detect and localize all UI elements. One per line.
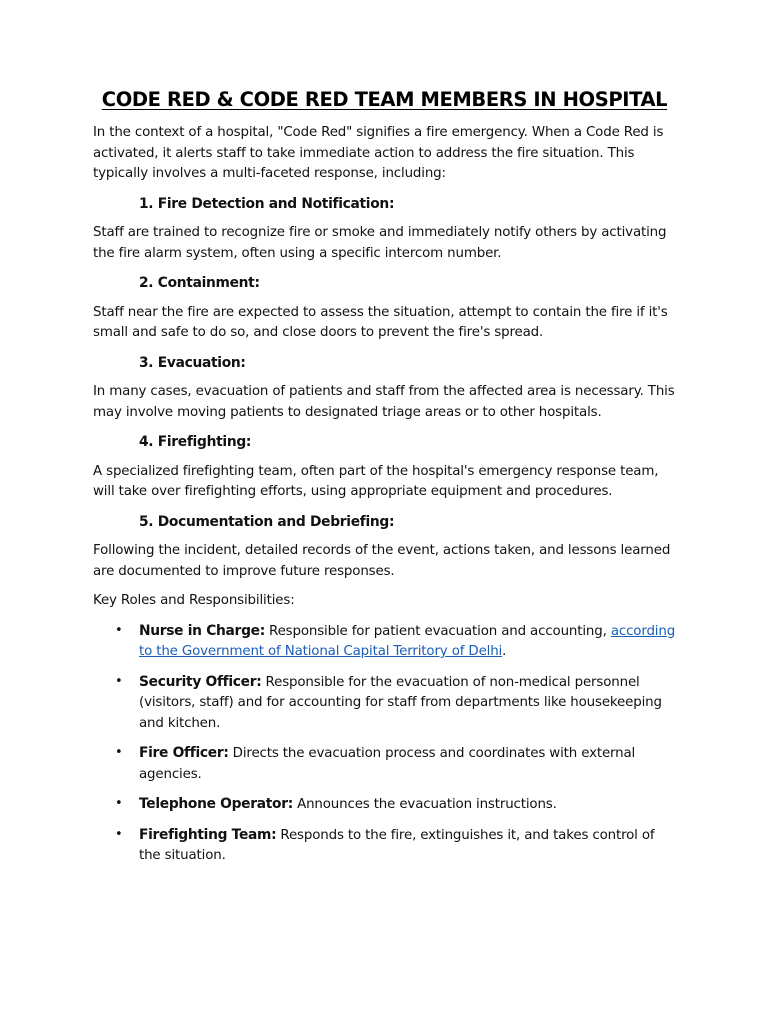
list-item-firefighting-team (93, 825, 676, 867)
list-item-fire-officer (93, 743, 676, 785)
role-description-end: . (502, 644, 507, 659)
section-body: Staff near the fire are expected to assess the situation, attempt to contain the fire if it's small and safe to do so, and close doors to prevent the fire's spread. (93, 304, 668, 340)
bullet-icon: • (115, 826, 123, 842)
section-2 (93, 273, 676, 344)
list-item-security-officer (93, 672, 676, 735)
section-body: In many cases, evacuation of patients and staff from the affected area is necessary. This may involve moving patients to designated triage areas or to other hospitals. (93, 384, 675, 420)
section-4 (93, 432, 676, 503)
bullet-icon: • (115, 622, 123, 638)
section-heading: 3. Evacuation: (139, 354, 246, 371)
government-reference-link[interactable]: according to the Government of National Capital Territory of Delhi (139, 623, 676, 659)
key-roles-label: Key Roles and Responsibilities: (93, 593, 295, 608)
section-heading: 4. Firefighting: (139, 434, 252, 450)
bullet-icon: • (115, 796, 123, 811)
page-title: CODE RED & CODE RED TEAM MEMBERS IN HOSPITAL (101, 88, 668, 111)
section-heading: 5. Documentation and Debriefing: (139, 513, 395, 530)
section-heading: 2. Containment: (139, 275, 260, 291)
section-heading: 1. Fire Detection and Notification: (139, 195, 395, 212)
role-description: Directs the evacuation process and coordinates with external agencies. (139, 746, 636, 782)
section-5 (93, 512, 676, 583)
section-body: A specialized firefighting team, often part of the hospital's emergency response team, will take over firefighting efforts, using appropriate equipment and procedures. (93, 463, 659, 499)
bullet-icon: • (115, 673, 123, 689)
role-name: Firefighting Team: (139, 826, 277, 843)
section-3 (93, 353, 676, 424)
role-description: Responsible for patient evacuation and accounting, (264, 623, 611, 639)
intro-paragraph: In the context of a hospital, "Code Red" signifies a fire emergency. When a Code Red is activated, it alerts staff to take immediate action to address the fire situation. This typically involves a multi-faceted response, including: (93, 125, 664, 181)
list-item-telephone-operator (93, 794, 676, 816)
role-description: Announces the evacuation instructions. (292, 797, 557, 812)
section-1 (93, 194, 676, 265)
section-body: Following the incident, detailed records of the event, actions taken, and lessons learned are documented to improve future responses. (93, 543, 671, 579)
role-name: Telephone Operator: (139, 796, 293, 812)
roles-list (93, 621, 676, 867)
role-description: Responsible for the evacuation of non-medical personnel (visitors, staff) and for accounting for staff from departments like housekeeping and kitchen. (139, 674, 662, 731)
role-name: Fire Officer: (139, 745, 229, 761)
bullet-icon: • (115, 745, 123, 760)
list-item-nurse-in-charge (93, 621, 676, 663)
role-name: Nurse in Charge: (139, 622, 265, 639)
section-body: Staff are trained to recognize fire or smoke and immediately notify others by activating the fire alarm system, often using a specific intercom number. (93, 225, 667, 261)
role-name: Security Officer: (139, 673, 262, 690)
role-description: Responds to the fire, extinguishes it, and takes control of the situation. (139, 827, 655, 863)
